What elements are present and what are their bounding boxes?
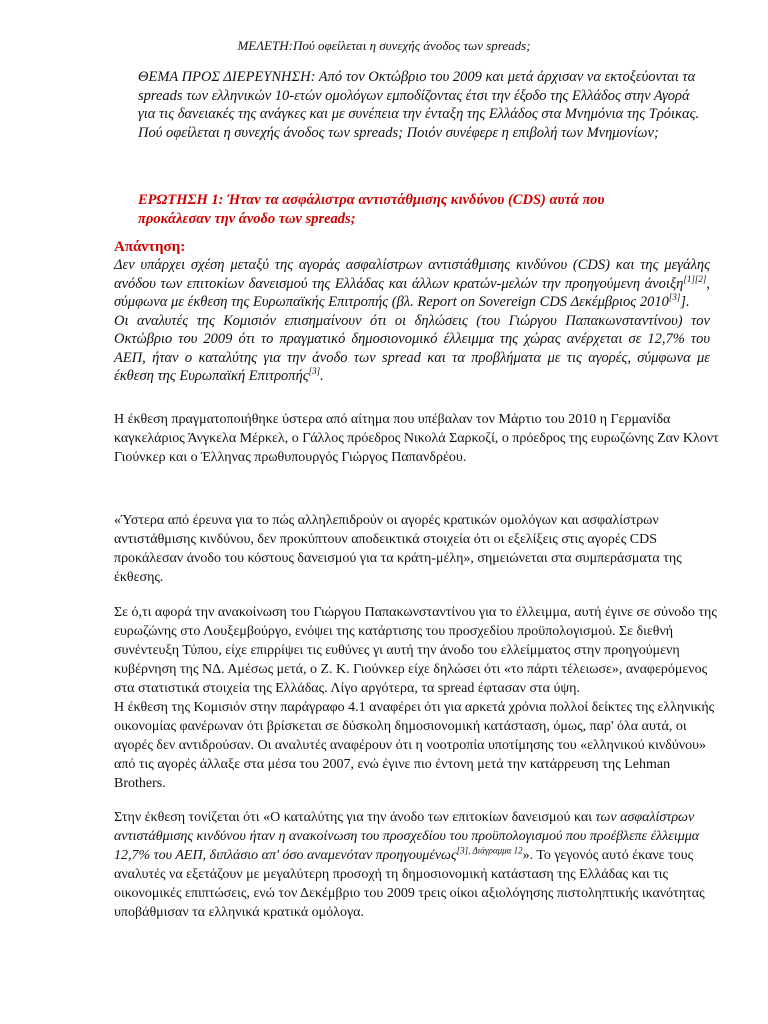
paragraph-commission-report: Η έκθεση της Κομισιόν στην παράγραφο 4.1 αναφέρει ότι για αρκετά χρόνια πολλοί δείκτες της ελληνικής οικονομίας φανέρωναν ότι βρίσκεται σε δύσκολη δημοσιονομική κατάσταση, όμως, παρ' όλα αυτά, οι αγορές δεν αντιδρούσαν. Οι αναλυτές αναφέρουν ότι η νοοτροπία υποτίμησης του «ελληνικού κινδύνου» από τις αγορές άλλαξε στα μέσα του 2007, ενώ έγινε πιο έντονη μετά την κατάρρευση της Lehman Brothers. <box>114 700 715 791</box>
footnote-ref: [1][2] <box>683 273 707 284</box>
paragraph-report-request: Η έκθεση πραγματοποιήθηκε ύστερα από αίτημα που υπέβαλαν τον Μάρτιο του 2010 η Γερμανίδα καγκελάριος Άνγκελα Μέρκελ, ο Γάλλος πρόεδρος Νικολά Σαρκοζί, ο πρόεδρος της ευρωζώνης Ζαν Κλοντ Γιούνκερ και ο Έλληνας πρωθυπουργός Γιώργος Παπανδρέου. <box>114 412 719 465</box>
answer-heading: Απάντηση: <box>114 239 186 255</box>
quoted-text: των ασφαλίστρων αντιστάθμισης κινδύνου ήταν η ανακοίνωση του προσχεδίου του προϋπολογισμού που προέβλεπε έλλειμμα 12,7% του ΑΕΠ, διπλάσιο απ' όσο αναμενόταν προηγουμένως <box>114 810 700 863</box>
footnote-ref: [3] <box>668 292 681 303</box>
document-title: ΜΕΛΕΤΗ:Πού οφείλεται η συνεχής άνοδος των spreads; <box>237 38 531 53</box>
answer-paragraph-1: Δεν υπάρχει σχέση μεταξύ της αγοράς ασφαλίστρων αντιστάθμισης κινδύνου (CDS) και της μεγάλης ανόδου των επιτοκίων δανεισμού της Ελλάδας και άλλων κρατών-μελών την προηγούμενη άνοιξη[1][2], σύμφωνα με έκθεση της Ευρωπαϊκής Επιτροπής (βλ. Report on Sovereign CDS Δεκέμβριος 2010[3]]. <box>114 257 710 310</box>
answer-body <box>114 256 710 386</box>
research-topic: ΘΕΜΑ ΠΡΟΣ ΔΙΕΡΕΥΝΗΣΗ: Από τον Οκτώβριο του 2009 και μετά άρχισαν να εκτοξεύονται τα spreads των ελληνικών 10-ετών ομολόγων εμποδίζοντας έτσι την έξοδο της Ελλάδος στην Αγορά για τις δανειακές της ανάγκες και με συνέπεια την ένταξη της Ελλάδος στα Μνημόνια της Τρόικας. Πού οφείλεται η συνεχής άνοδος των spreads; Ποιόν συνέφερε η επιβολή των Μνημονίων; <box>138 69 700 141</box>
paragraph-report-conclusion: «Ύστερα από έρευνα για το πώς αλληλεπιδρούν οι αγορές κρατικών ομολόγων και ασφαλίστρων αντιστάθμισης κινδύνου, δεν προκύπτουν αποδεικτικά στοιχεία ότι οι εξελίξεις στις αγορές CDS προκάλεσαν άνοδο του κόστους δανεισμού για τα κράτη-μέλη», σημειώνεται στα συμπεράσματα της έκθεσης. <box>114 513 682 585</box>
paragraph-deficit-announcement: Σε ό,τι αφορά την ανακοίνωση του Γιώργου Παπακωνσταντίνου για το έλλειμμα, αυτή έγινε σε σύνοδο της ευρωζώνης στο Λουξεμβούργο, ενόψει της κατάρτισης του προσχεδίου προϋπολογισμού. Σε διεθνή συνέντευξη Τύπου, είχε επιρρίψει τις ευθύνες γι αυτή την άνοδο του ελλείμματος στην προηγούμενη κυβέρνηση της ΝΔ. Αμέσως μετά, ο Ζ. Κ. Γιούνκερ είχε δηλώσει ότι «το πάρτι τέλειωσε», αναφερόμενος στα στατιστικά στοιχεία της Ελλάδας. Λίγο αργότερα, τα spread έφτασαν στα ύψη. Η έκθεση της Κομισιόν στην παράγραφο 4.1 αναφέρει ότι για αρκετά χρόνια πολλοί δείκτες της ελληνικής οικονομίας φανέρωναν ότι βρίσκεται σε δύσκολη δημοσιονομική κατάσταση, όμως, παρ' όλα αυτά, οι αγορές δεν αντιδρούσαν. Οι αναλυτές αναφέρουν ότι η νοοτροπία υποτίμησης του «ελληνικού κινδύνου» από τις αγορές άλλαξε στα μέσα του 2007, ενώ έγινε πιο έντονη μετά την κατάρρευση της Lehman Brothers. <box>114 603 724 793</box>
footnote-ref: [3] <box>308 366 321 377</box>
footnote-ref: [3], Διάγραμμα 12 <box>456 845 523 856</box>
question-1: ΕΡΩΤΗΣΗ 1: Ήταν τα ασφάλιστρα αντιστάθμισης κινδύνου (CDS) αυτά που προκάλεσαν την άνοδο των spreads; <box>138 192 605 227</box>
paragraph-catalyst: Στην έκθεση τονίζεται ότι «Ο καταλύτης για την άνοδο των επιτοκίων δανεισμού και των ασφαλίστρων αντιστάθμισης κινδύνου ήταν η ανακοίνωση του προσχεδίου του προϋπολογισμού που προέβλεπε έλλειμμα 12,7% του ΑΕΠ, διπλάσιο απ' όσο αναμενόταν προηγουμένως$^{[3], \Delta\iota ά\gamma\rho\alpha\mu\mu\alpha 12}$». Το γεγονός αυτό έκανε τους αναλυτές να εξετάζουν με μεγαλύτερη προσοχή τη δημοσιονομική κατάσταση της Ελλάδας και τις οικονομικές επιπτώσεις, ενώ τον Δεκέμβριο του 2009 τρεις οίκοι αξιολόγησης πιστοληπτικής ικανότητας υποβάθμισαν τα ελληνικά κρατικά ομόλογα. <box>114 810 705 920</box>
answer-paragraph-2: Οι αναλυτές της Κομισιόν επισημαίνουν ότι οι δηλώσεις (του Γιώργου Παπακωνσταντίνου) τον Οκτώβριο του 2009 ότι το πραγματικό δημοσιονομικό έλλειμμα της χώρας ανέρχεται σε 12,7% του ΑΕΠ, ήταν ο καταλύτης για την άνοδο των spread και τα προβλήματα με τις αγορές, σύμφωνα με έκθεση της Ευρωπαϊκή Επιτροπής[3]. <box>114 312 710 384</box>
